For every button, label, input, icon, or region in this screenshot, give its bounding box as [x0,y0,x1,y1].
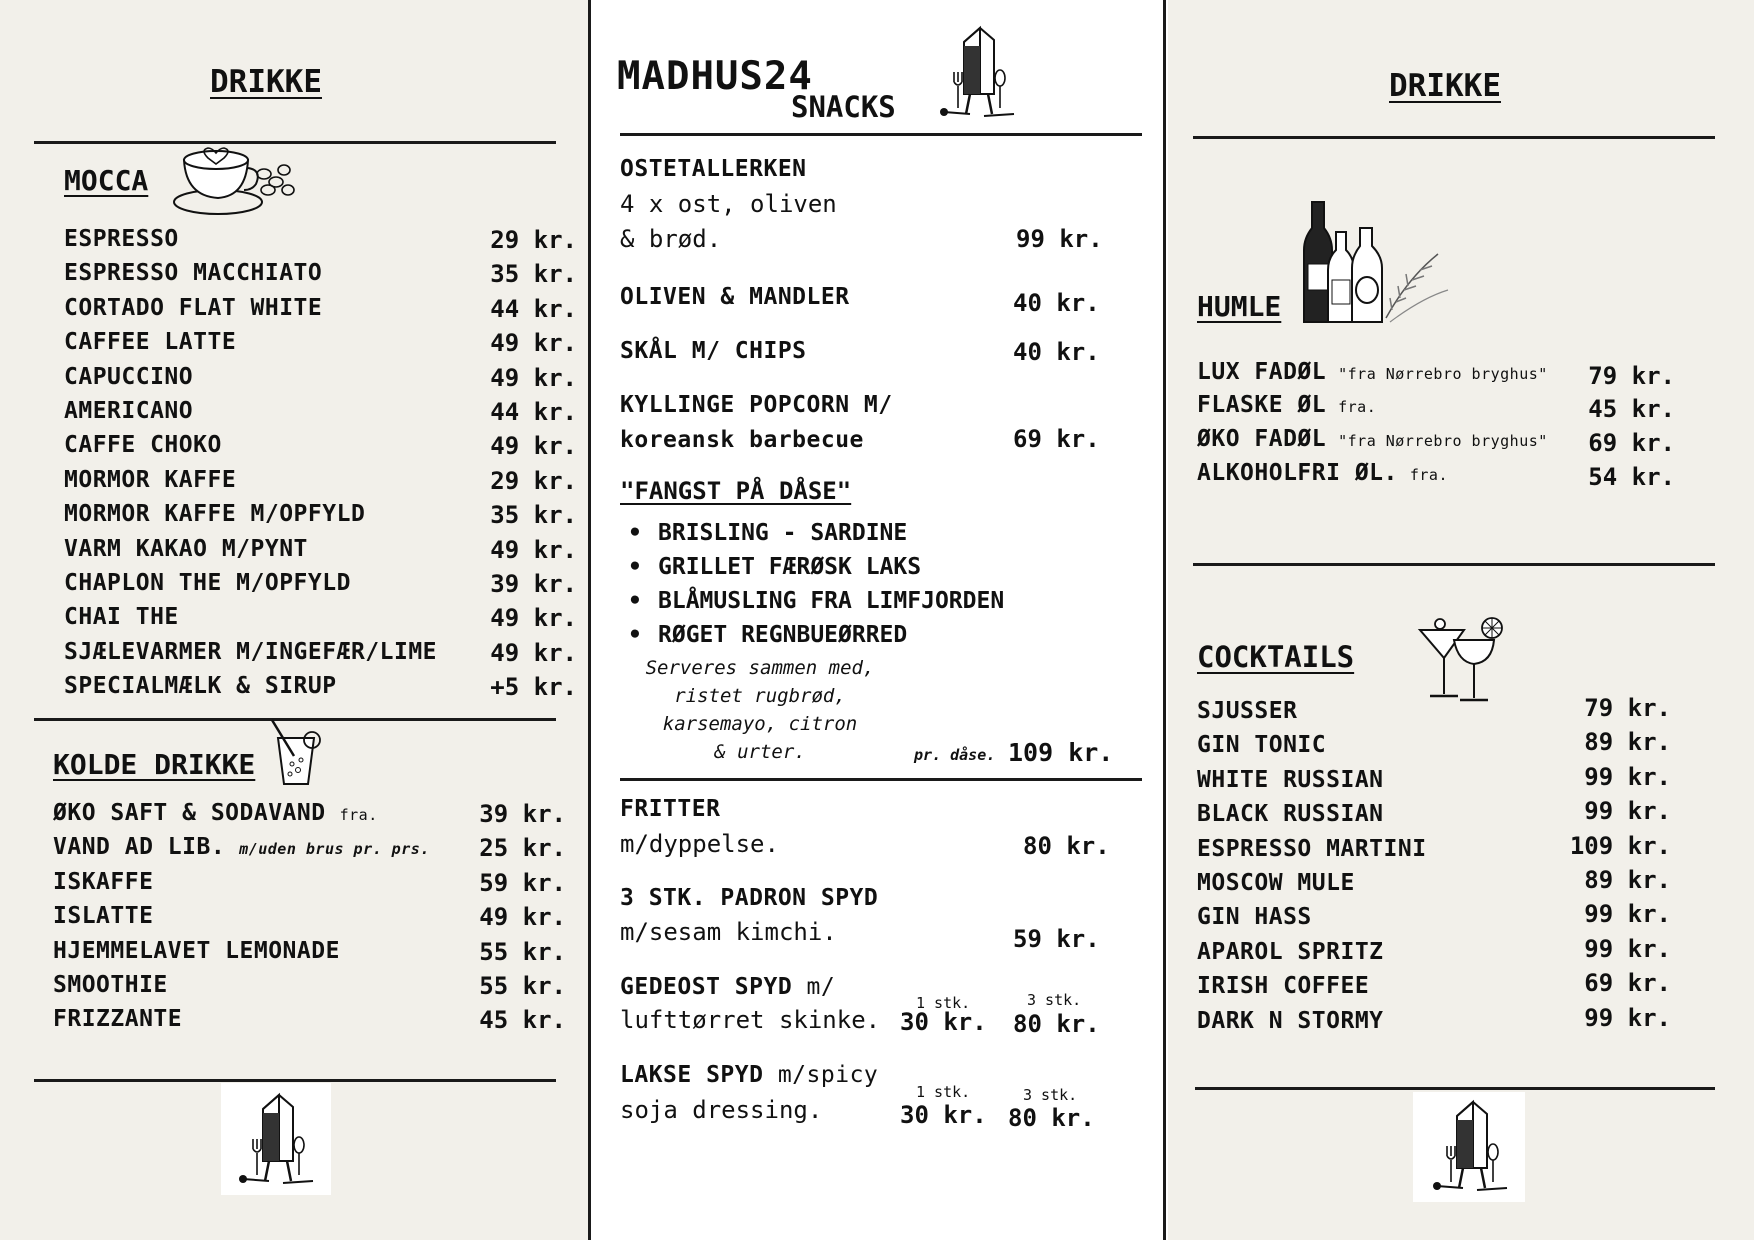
lakse-label-3: 3 stk. [1023,1086,1078,1104]
cocktail-item-name: SJUSSER [1197,698,1298,724]
left-rule-3 [34,1079,556,1082]
kolde-item-label: FRIZZANTE [53,1006,183,1033]
divider-left [588,0,591,1240]
fangst-desc-line: ristet rugbrød, [674,685,846,707]
kylling-price: 69 kr. [1013,425,1100,453]
cocktail-item-name: IRISH COFFEE [1197,973,1370,1000]
fritter-title: FRITTER [620,796,721,822]
kolde-item-name [53,972,168,998]
mocca-item-name: CAFFE CHOKO [64,432,222,459]
humle-item-name [1197,392,1376,418]
cocktails-heading: COCKTAILS [1197,640,1355,674]
kolde-item-price: 59 kr. [479,868,566,897]
kolde-item-price: 55 kr. [479,972,566,1000]
kolde-item-price: 45 kr. [479,1006,566,1035]
humle-item-name [1197,426,1548,452]
mocca-item-name: CAPUCCINO [64,363,194,390]
mocca-item-name: ESPRESSO [64,226,179,252]
fangst-item: • GRILLET FÆRØSK LAKS [620,550,1004,584]
padron-title: 3 STK. PADRON SPYD [620,885,879,911]
humle-item-note: fra. [1338,398,1377,416]
kylling-desc: koreansk barbecue [620,427,864,453]
kolde-item-price: 25 kr. [479,834,566,863]
cocktail-item-price: 99 kr. [1584,797,1671,826]
cocktail-item-price: 99 kr. [1584,1003,1671,1032]
cocktail-item-price: 99 kr. [1584,762,1671,791]
humle-item-name [1197,460,1448,486]
gedeost-title-bold: GEDEOST SPYD [620,974,793,1000]
mocca-item-price: 29 kr. [490,226,577,254]
gedeost-title [620,974,835,1000]
mocca-item-price: 49 kr. [490,432,577,461]
mocca-item-price: 44 kr. [490,398,577,426]
fangst-desc-line: & urter. [714,741,806,763]
humle-heading: HUMLE [1197,290,1282,323]
lakse-desc: soja dressing. [620,1096,823,1124]
madhus-logo-icon-right [1413,1092,1525,1202]
snacks-subtitle: SNACKS [791,90,896,124]
fangst-item: • BRISLING - SARDINE [620,516,1004,550]
mocca-item-price: 35 kr. [490,501,577,530]
mocca-item-name: AMERICANO [64,398,194,424]
padron-desc: m/sesam kimchi. [620,918,837,946]
fangst-item: • RØGET REGNBUEØRRED [620,618,1004,652]
mocca-item-name: MORMOR KAFFE [64,466,237,493]
kylling-title: KYLLINGE POPCORN M/ [620,392,893,418]
madhus-logo-icon-top [928,18,1028,126]
mocca-item-name: SPECIALMÆLK & SIRUP [64,673,337,700]
divider-right [1163,0,1166,1240]
ost-title: OSTETALLERKEN [620,156,807,182]
fangst-item: • BLÅMUSLING FRA LIMFJORDEN [620,584,1004,618]
lakse-price-1: 30 kr. [900,1101,987,1129]
mocca-item-price: 29 kr. [490,466,577,495]
kolde-item-name [53,869,153,895]
kolde-item-name [53,834,430,860]
fangst-unit: pr. dåse. [914,746,996,764]
cocktail-item-name: GIN HASS [1197,904,1312,931]
humle-item-label: LUX FADØL [1197,359,1327,385]
kolde-heading: KOLDE DRIKKE [53,748,256,781]
lakse-price-3: 80 kr. [1008,1104,1095,1132]
humle-item-price: 69 kr. [1588,429,1675,457]
lakse-label-1: 1 stk. [916,1083,971,1101]
fangst-list [620,516,1004,652]
cocktail-item-name: MOSCOW MULE [1197,870,1355,896]
mid-rule-1 [620,133,1142,136]
cocktail-item-price: 99 kr. [1584,934,1671,963]
fangst-desc-line: karsemayo, citron [662,713,858,735]
gedeost-label-3: 3 stk. [1027,991,1082,1009]
right-rule-1 [1193,136,1715,139]
cocktail-item-name: ESPRESSO MARTINI [1197,835,1427,862]
humle-item-label: ALKOHOLFRI ØL. [1197,460,1398,486]
skal-price: 40 kr. [1013,338,1100,366]
kolde-item-name [53,903,153,929]
kolde-item-label: HJEMMELAVET LEMONADE [53,937,340,964]
mocca-item-price: 49 kr. [490,535,577,564]
humle-item-price: 45 kr. [1588,395,1675,423]
gedeost-desc: lufttørret skinke. [620,1006,881,1034]
fritter-desc: m/dyppelse. [620,830,779,858]
right-rule-2 [1193,563,1715,566]
left-title: DRIKKE [210,64,322,100]
ost-desc-1: 4 x ost, oliven [620,190,837,218]
mocca-item-price: 49 kr. [490,363,577,392]
cocktail-item-price: 79 kr. [1584,694,1671,722]
left-rule-1 [34,141,556,144]
skal-title: SKÅL M/ CHIPS [620,338,807,364]
fritter-price: 80 kr. [1023,832,1110,860]
kolde-item-price: 39 kr. [479,800,566,828]
oliven-title: OLIVEN & MANDLER [620,284,850,310]
mid-rule-2 [620,778,1142,781]
mocca-item-name: ESPRESSO MACCHIATO [64,260,323,287]
cocktail-item-price: 89 kr. [1584,728,1671,757]
humle-item-note: fra. [1409,466,1448,484]
mocca-item-name: VARM KAKAO M/PYNT [64,535,308,562]
fangst-desc-line: Serveres sammen med, [645,657,875,679]
kolde-item-name [53,938,340,964]
mocca-heading: MOCCA [64,164,149,197]
kolde-item-label: VAND AD LIB. [53,834,226,861]
mocca-item-name: CHAI THE [64,604,179,631]
cocktail-item-name: WHITE RUSSIAN [1197,766,1384,793]
cocktail-glasses-icon [1418,616,1508,708]
mocca-item-name: CAFFEE LATTE [64,329,237,356]
lakse-title-bold: LAKSE SPYD [620,1062,764,1088]
kolde-item-note: m/uden brus pr. prs. [239,840,430,859]
gedeost-label-1: 1 stk. [916,994,971,1012]
lakse-title [620,1062,878,1088]
mocca-item-price: +5 kr. [490,673,577,702]
mocca-item-price: 49 kr. [490,638,577,667]
cocktail-item-name: BLACK RUSSIAN [1197,801,1384,828]
kolde-item-price: 49 kr. [479,903,566,932]
cocktail-item-name: DARK N STORMY [1197,1007,1384,1034]
gedeost-price-1: 30 kr. [900,1008,987,1036]
gedeost-price-3: 80 kr. [1013,1010,1100,1038]
right-title: DRIKKE [1389,68,1501,104]
kolde-item-name [53,1006,182,1032]
humle-item-name [1197,359,1548,385]
mocca-item-price: 39 kr. [490,570,577,598]
humle-item-price: 79 kr. [1588,362,1675,390]
kolde-item-label: ISLATTE [53,903,154,930]
mocca-item-name: SJÆLEVARMER M/INGEFÆR/LIME [64,638,438,665]
mocca-item-name: CHAPLON THE M/OPFYLD [64,570,351,596]
ost-desc-2: & brød. [620,225,722,253]
oliven-price: 40 kr. [1013,289,1100,317]
coffee-cup-icon [168,146,298,218]
cocktail-item-price: 89 kr. [1584,866,1671,894]
humle-item-price: 54 kr. [1588,463,1675,491]
fangst-heading: "FANGST PÅ DÅSE" [620,477,852,505]
kolde-item-label: ØKO SAFT & SODAVAND [53,800,326,826]
madhus-logo-icon [221,1083,331,1195]
humle-item-label: FLASKE ØL [1197,392,1327,418]
kolde-item-note: fra. [339,806,378,824]
humle-item-note: "fra Nørrebro bryghus" [1338,432,1548,450]
cocktail-item-price: 109 kr. [1569,831,1671,860]
mocca-item-price: 49 kr. [490,604,577,633]
humle-item-label: ØKO FADØL [1197,426,1327,452]
humle-item-note: "fra Nørrebro bryghus" [1338,365,1548,383]
gedeost-title-rest: m/ [792,974,836,1000]
mocca-item-price: 49 kr. [490,329,577,358]
fangst-price: 109 kr. [1008,738,1114,767]
mocca-item-price: 35 kr. [490,260,577,289]
mocca-item-name: CORTADO FLAT WHITE [64,294,323,321]
kolde-item-label: SMOOTHIE [53,972,168,998]
mocca-item-price: 44 kr. [490,294,577,323]
kolde-item-name [53,800,378,826]
brand-title: MADHUS24 [617,54,813,99]
ost-price: 99 kr. [1016,225,1103,253]
cocktail-item-price: 99 kr. [1584,900,1671,929]
fangst-description [640,654,880,766]
cocktail-item-price: 69 kr. [1584,969,1671,998]
beer-bottles-icon [1298,198,1458,328]
cold-drink-glass-icon [266,716,326,788]
mocca-item-name: MORMOR KAFFE M/OPFYLD [64,501,366,528]
cocktail-item-name: APAROL SPRITZ [1197,938,1384,965]
cocktail-item-name: GIN TONIC [1197,732,1327,759]
kolde-item-price: 55 kr. [479,937,566,966]
padron-price: 59 kr. [1013,925,1100,953]
kolde-item-label: ISKAFFE [53,868,154,895]
right-rule-3 [1195,1087,1715,1090]
lakse-title-rest: m/spicy [763,1062,879,1088]
